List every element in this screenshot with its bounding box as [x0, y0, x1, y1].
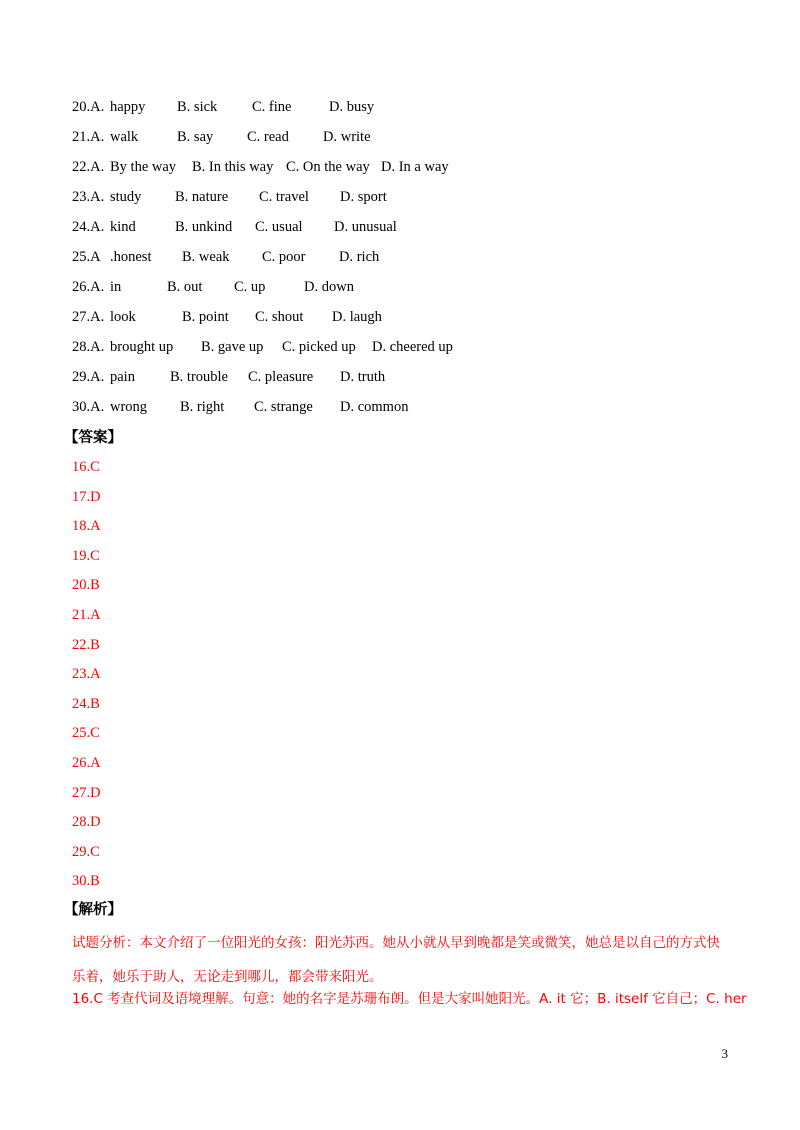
answer-item: 16.C [72, 459, 100, 475]
answer-item: 22.B [72, 636, 100, 653]
question-number: 23.A. [72, 189, 105, 205]
answer-item: 21.A [72, 606, 101, 623]
option-b: B. out [167, 279, 203, 295]
option-d: D. unusual [334, 219, 397, 235]
option-d: D. down [304, 279, 354, 295]
answer-item: 30.B [72, 873, 100, 890]
question-row [72, 184, 752, 214]
question-number: 25.A [72, 249, 101, 265]
answer-item: 28.D [72, 814, 101, 831]
option-d: D. busy [329, 99, 375, 115]
option-d: D. write [323, 129, 371, 145]
question-16-explanation: 16.C 考查代词及语境理解。句意：她的名字是苏珊布朗。但是大家叫她阳光。A. it 它；B. itself 它自己；C. her [72, 991, 747, 1007]
question-number: 21.A. [72, 129, 105, 145]
question-row [72, 274, 752, 304]
option-b: B. say [177, 129, 214, 145]
question-list [72, 94, 752, 424]
option-c: C. up [234, 279, 266, 295]
option-c: C. On the way [286, 159, 370, 175]
option-b: B. unkind [175, 219, 233, 235]
question-row [72, 154, 752, 184]
analysis-heading: 【解析】 [64, 902, 122, 918]
answer-item: 25.C [72, 725, 100, 742]
option-b: B. weak [182, 249, 230, 265]
option-c: C. fine [252, 99, 292, 115]
answer-item: 27.D [72, 784, 101, 801]
answer-list [72, 456, 101, 900]
option-d: D. In a way [381, 159, 449, 175]
question-row [72, 124, 752, 154]
option-c: C. read [247, 129, 289, 145]
option-c: C. strange [254, 399, 313, 415]
option-b: B. point [182, 309, 229, 325]
option-a: study [110, 189, 142, 205]
option-d: D. common [340, 399, 409, 415]
answer-item: 29.C [72, 843, 100, 860]
page-number: 3 [721, 1046, 728, 1061]
option-a: wrong [110, 399, 148, 415]
option-c: C. poor [262, 249, 306, 265]
option-a: walk [110, 129, 139, 145]
answer-item: 26.A [72, 754, 101, 771]
option-a: .honest [110, 249, 152, 265]
answer-item: 24.B [72, 695, 100, 712]
option-c: C. travel [259, 189, 309, 205]
answer-item: 19.C [72, 547, 100, 564]
answer-item: 23.A [72, 666, 101, 683]
question-number: 29.A. [72, 369, 105, 385]
question-number: 30.A. [72, 399, 105, 415]
question-number: 20.A. [72, 99, 105, 115]
option-b: B. right [180, 399, 225, 415]
option-d: D. cheered up [372, 339, 453, 355]
analysis-text: 试题分析：本文介绍了一位阳光的女孩：阳光苏西。她从小就从早到晚都是笑或微笑，她总是以自己的方式快乐着，她乐于助人，无论走到哪儿，都会带来阳光。 [72, 935, 720, 985]
option-a: pain [110, 369, 135, 385]
option-b: B. In this way [192, 159, 274, 175]
option-b: B. trouble [170, 369, 228, 385]
answer-item: 20.B [72, 577, 100, 594]
option-c: C. picked up [282, 339, 356, 355]
option-a: brought up [110, 339, 174, 355]
option-b: B. gave up [201, 339, 264, 355]
option-c: C. usual [255, 219, 303, 235]
question-number: 22.A. [72, 159, 105, 175]
answer-item: 18.A [72, 518, 101, 535]
option-d: D. laugh [332, 309, 382, 325]
option-c: C. pleasure [248, 369, 314, 385]
option-d: D. sport [340, 189, 387, 205]
question-row [72, 244, 752, 274]
option-a: in [110, 279, 122, 295]
option-a: happy [110, 99, 146, 115]
question-row [72, 94, 752, 124]
question-row [72, 334, 752, 364]
option-a: kind [110, 219, 136, 235]
question-row [72, 304, 752, 334]
question-number: 28.A. [72, 339, 105, 355]
question-row [72, 364, 752, 394]
option-d: D. truth [340, 369, 386, 385]
question-row [72, 214, 752, 244]
option-c: C. shout [255, 309, 304, 325]
question-number: 24.A. [72, 219, 105, 235]
option-b: B. sick [177, 99, 218, 115]
option-a: look [110, 309, 136, 325]
question-number: 26.A. [72, 279, 105, 295]
question-row [72, 394, 752, 424]
question-number: 27.A. [72, 309, 105, 325]
option-d: D. rich [339, 249, 380, 265]
option-b: B. nature [175, 189, 229, 205]
answer-heading: 【答案】 [64, 430, 122, 446]
option-a: By the way [110, 159, 177, 175]
answer-item: 17.D [72, 488, 101, 505]
